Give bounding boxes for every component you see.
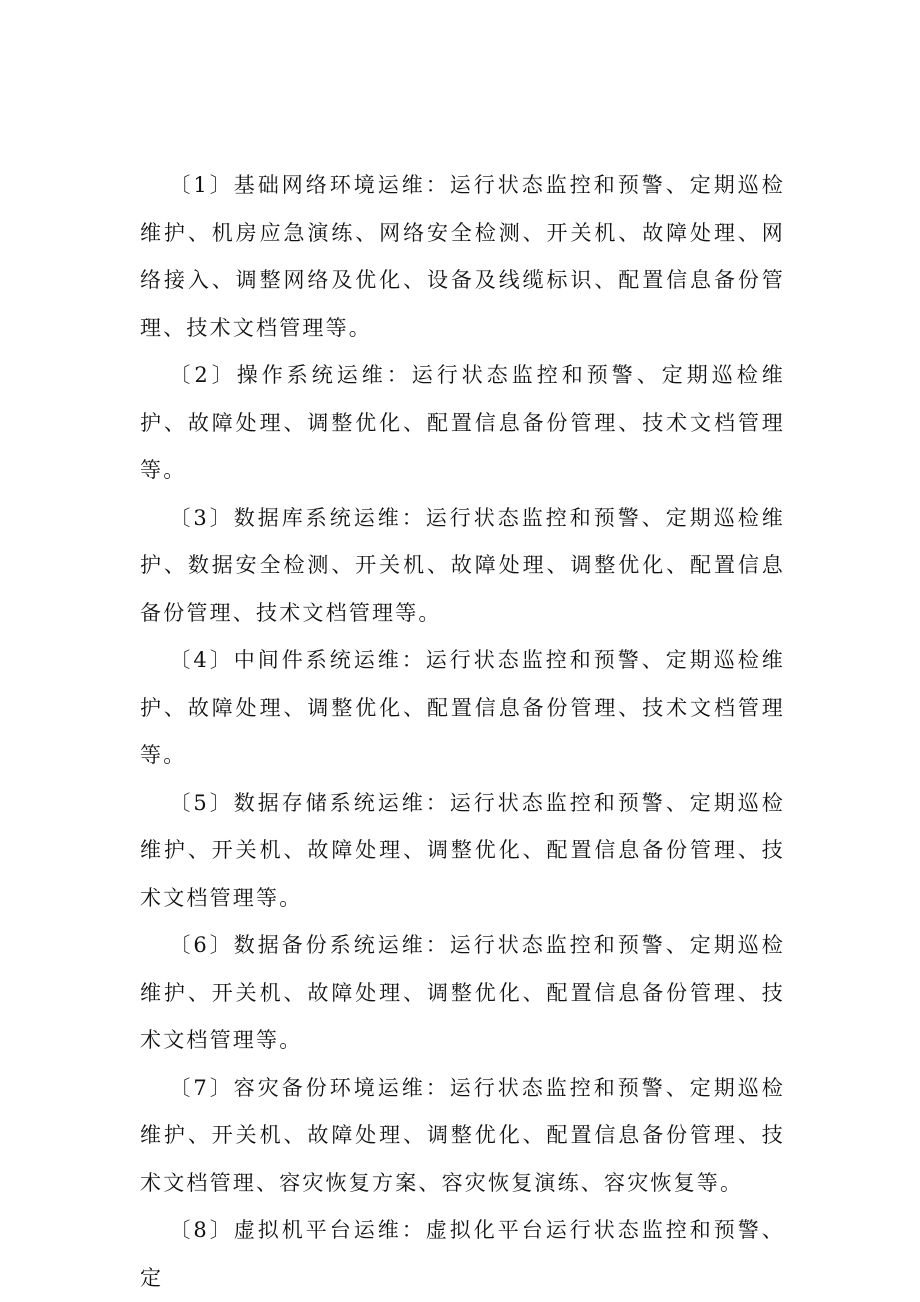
paragraph-database-ops: 〔3〕数据库系统运维：运行状态监控和预警、定期巡检维护、数据安全检测、开关机、故障处理、调整优化、配置信息备份管理、技术文档管理等。 xyxy=(140,505,785,625)
paragraph-middleware-ops: 〔4〕中间件系统运维：运行状态监控和预警、定期巡检维护、故障处理、调整优化、配置信息备份管理、技术文档管理等。 xyxy=(140,648,785,767)
paragraph-os-ops: 〔2〕操作系统运维：运行状态监控和预警、定期巡检维护、故障处理、调整优化、配置信息备份管理、技术文档管理等。 xyxy=(140,363,785,482)
paragraph-disaster-recovery-ops: 〔7〕容灾备份环境运维：运行状态监控和预警、定期巡检维护、开关机、故障处理、调整优化、配置信息备份管理、技术文档管理、容灾恢复方案、容灾恢复演练、容灾恢复等。 xyxy=(140,1075,785,1195)
paragraph-storage-ops: 〔5〕数据存储系统运维：运行状态监控和预警、定期巡检维护、开关机、故障处理、调整优化、配置信息备份管理、技术文档管理等。 xyxy=(140,790,785,910)
paragraph-backup-ops: 〔6〕数据备份系统运维：运行状态监控和预警、定期巡检维护、开关机、故障处理、调整优化、配置信息备份管理、技术文档管理等。 xyxy=(140,933,785,1052)
document-body xyxy=(140,162,785,1302)
paragraph-virtualization-ops: 〔8〕虚拟机平台运维：虚拟化平台运行状态监控和预警、定 xyxy=(140,1218,785,1290)
paragraph-network-ops: 〔1〕基础网络环境运维：运行状态监控和预警、定期巡检维护、机房应急演练、网络安全检测、开关机、故障处理、网络接入、调整网络及优化、设备及线缆标识、配置信息备份管理、技术文档管理等。 xyxy=(140,173,785,340)
